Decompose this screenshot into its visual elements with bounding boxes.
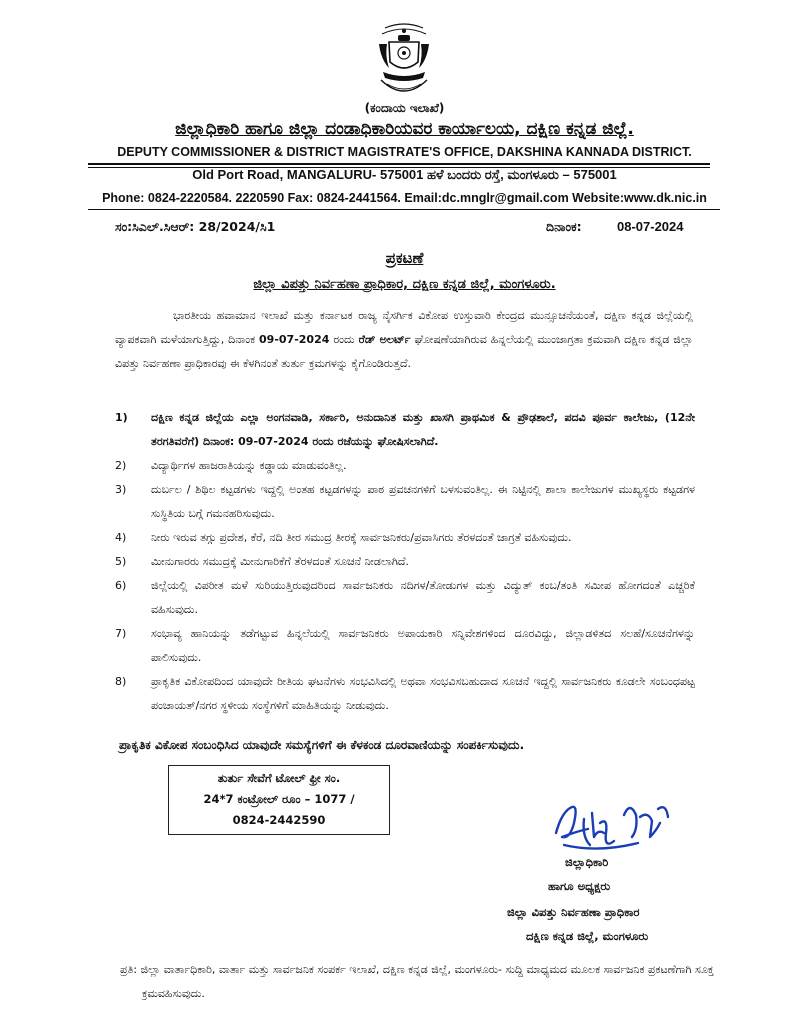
list-item-text: ಜಿಲ್ಲೆಯಲ್ಲಿ ವಿಪರೀತ ಮಳೆ ಸುರಿಯುತ್ತಿರುವುದರಿಂದ ಸಾರ್ವಜನಿಕರು ನದಿಗಳ/ತೋಡುಗಳ ಮತ್ತು ವಿದ್ಯುತ್ ಕಂಬ/ತಂತಿ ಸಮೀಪ ಹೋಗದಂತೆ ಎಚ್ಚರಿಕೆ ವಹಿಸುವುದು.: [151, 579, 695, 616]
list-item: [115, 622, 695, 670]
department-name: (ಕಂದಾಯ ಇಲಾಖೆ): [364, 101, 445, 115]
list-item: [115, 574, 695, 622]
contact-divider: [88, 209, 720, 210]
list-item-text: ವಿದ್ಯಾರ್ಥಿಗಳ ಹಾಜರಾತಿಯನ್ನು ಕಡ್ಡಾಯ ಮಾಡುವಂತಿಲ್ಲ.: [151, 459, 347, 472]
tollfree-line-1: ತುರ್ತು ಸೇವೆಗೆ ಟೋಲ್ ಫ್ರೀ ಸಂ.: [217, 771, 341, 785]
list-item-number: 4): [115, 531, 127, 544]
list-item-text: ದುರ್ಬಲ / ಶಿಥಿಲ ಕಟ್ಟಡಗಳು ಇದ್ದಲ್ಲಿ ಅಂತಹ ಕಟ್ಟಡಗಳನ್ನು ಪಾಠ ಪ್ರವಚನಗಳಿಗೆ ಬಳಸುವಂತಿಲ್ಲ. ಈ ನಿಟ್ಟಿನಲ್ಲಿ ಶಾಲಾ ಕಾಲೇಜುಗಳ ಮುಖ್ಯಸ್ಥರು ಕಟ್ಟಡಗಳ ಸುಸ್ಥಿತಿಯ ಬಗ್ಗೆ ಗಮನಹರಿಸುವುದು.: [151, 483, 695, 520]
list-item-number: 2): [115, 459, 127, 472]
list-item-text: ಸಂಭಾವ್ಯ ಹಾನಿಯನ್ನು ತಡೆಗಟ್ಟುವ ಹಿನ್ನಲೆಯಲ್ಲಿ ಸಾರ್ವಜನಿಕರು ಅಪಾಯಕಾರಿ ಸನ್ನಿವೇಶಗಳಿಂದ ದೂರವಿದ್ದು, ಜಿಲ್ಲಾಡಳಿತದ ಸಲಹೆ/ಸೂಚನೆಗಳನ್ನು ಪಾಲಿಸುವುದು.: [151, 627, 695, 664]
notice-subtitle: ಜಿಲ್ಲಾ ವಿಪತ್ತು ನಿರ್ವಹಣಾ ಪ್ರಾಧಿಕಾರ, ದಕ್ಷಿಣ ಕನ್ನಡ ಜಿಲ್ಲೆ, ಮಂಗಳೂರು.: [253, 277, 556, 292]
signatory-authority: ಜಿಲ್ಲಾ ವಿಪತ್ತು ನಿರ್ವಹಣಾ ಪ್ರಾಧಿಕಾರ: [507, 905, 640, 919]
karnataka-emblem-icon: [373, 22, 435, 102]
date-label: ದಿನಾಂಕ:: [546, 219, 582, 234]
office-name-kannada: ಜಿಲ್ಲಾಧಿಕಾರಿ ಹಾಗೂ ಜಿಲ್ಲಾ ದಂಡಾಧಿಕಾರಿಯವರ ಕಾರ್ಯಾಲಯ, ದಕ್ಷಿಣ ಕನ್ನಡ ಜಿಲ್ಲೆ.: [175, 119, 634, 139]
list-item-text: ದಕ್ಷಿಣ ಕನ್ನಡ ಜಿಲ್ಲೆಯ ಎಲ್ಲಾ ಅಂಗನವಾಡಿ, ಸರ್ಕಾರಿ, ಅನುದಾನಿತ ಮತ್ತು ಖಾಸಗಿ ಪ್ರಾಥಮಿಕ & ಪ್ರೌಢಶಾಲೆ, ಪದವಿ ಪೂರ್ವ ಕಾಲೇಜು, (12ನೇ ತರಗತಿವರೆಗೆ) ದಿನಾಂಕ: 09-07-2024 ರಂದು ರಜೆಯನ್ನು ಘೋಷಿಸಲಾಗಿದೆ.: [151, 411, 695, 448]
office-name-english: DEPUTY COMMISSIONER & DISTRICT MAGISTRATE'S OFFICE, DAKSHINA KANNADA DISTRICT.: [117, 145, 692, 159]
list-item: [115, 406, 695, 454]
signatory-role: ಹಾಗೂ ಅಧ್ಯಕ್ಷರು: [548, 879, 611, 893]
notice-title: ಪ್ರಕಟಣೆ: [385, 249, 424, 267]
intro-text-3: ಘೋಷಣೆಯಾಗಿರುವ ಹಿನ್ನಲೆಯಲ್ಲಿ ಮುಂಜಾಗ್ರತಾ ಕ್ರಮವಾಗಿ ದಕ್ಷಿಣ ಕನ್ನಡ ಜಿಲ್ಲಾ ವಿಪತ್ತು ನಿರ್ವಹಣಾ ಪ್ರಾಧಿಕಾರವು ಈ ಕೆಳಗಿನಂತೆ ತುರ್ತು ಕ್ರಮಗಳನ್ನು ಕೈಗೊಂಡಿರುತ್ತದೆ.: [115, 333, 694, 370]
intro-text-1: ಭಾರತೀಯ ಹವಾಮಾನ ಇಲಾಖೆ ಮತ್ತು ಕರ್ನಾಟಕ ರಾಜ್ಯ ನೈಸರ್ಗಿಕ ವಿಕೋಪ ಉಸ್ತುವಾರಿ ಕೇಂದ್ರದ ಮುನ್ಸೂಚನೆಯಂತೆ, ದಕ್ಷಿಣ ಕನ್ನಡ ಜಿಲ್ಲೆಯಲ್ಲಿ ವ್ಯಾಪಕವಾಗಿ ಮಳೆಯಾಗುತ್ತಿದ್ದು, ದಿನಾಂಕ: [115, 309, 693, 346]
signatory-location: ದಕ್ಷಿಣ ಕನ್ನಡ ಜಿಲ್ಲೆ, ಮಂಗಳೂರು: [526, 929, 649, 943]
tollfree-line-2: 24*7 ಕಂಟ್ರೋಲ್ ರೂಂ – 1077 /: [203, 792, 355, 806]
intro-paragraph: [115, 304, 693, 376]
list-item-text: ನೀರು ಇರುವ ತಗ್ಗು ಪ್ರದೇಶ, ಕೆರೆ, ನದಿ ತೀರ ಸಮುದ್ರ ತೀರಕ್ಕೆ ಸಾರ್ವಜನಿಕರು/ಪ್ರವಾಸಿಗರು ತೆರಳದಂತೆ ಜಾಗ್ರತೆ ವಹಿಸುವುದು.: [151, 531, 572, 544]
list-item-number: 1): [115, 411, 128, 424]
list-item-number: 6): [115, 579, 127, 592]
reference-number: ಸಂ:ಸಿಎಲ್.ಸಿಆರ್: 28/2024/ಸಿ1: [115, 219, 276, 234]
list-item-number: 3): [115, 483, 127, 496]
tollfree-line-3: 0824-2442590: [232, 813, 326, 827]
list-item: [115, 526, 695, 550]
office-contact: Phone: 0824-2220584. 2220590 Fax: 0824-2441564. Email:dc.mnglr@gmail.com Website:www.dk.nic.in: [102, 191, 707, 205]
copy-to-note: ಪ್ರತಿ: ಜಿಲ್ಲಾ ವಾರ್ತಾಧಿಕಾರಿ, ವಾರ್ತಾ ಮತ್ತು ಸಾರ್ವಜನಿಕ ಸಂಪರ್ಕ ಇಲಾಖೆ, ದಕ್ಷಿಣ ಕನ್ನಡ ಜಿಲ್ಲೆ, ಮಂಗಳೂರು- ಸುದ್ದಿ ಮಾಧ್ಯಮದ ಮೂಲಕ ಸಾರ್ವಜನಿಕ ಪ್ರಕಟಣೆಗಾಗಿ ಸೂಕ್ತ ಕ್ರಮವಹಿಸುವುದು.: [120, 963, 714, 1000]
list-item-number: 7): [115, 627, 127, 640]
intro-date: 09-07-2024: [259, 333, 330, 346]
office-address: Old Port Road, MANGALURU- 575001 ಹಳೆ ಬಂದರು ರಸ್ತೆ, ಮಂಗಳೂರು – 575001: [192, 167, 617, 182]
list-item-number: 8): [115, 675, 127, 688]
date-value: 08-07-2024: [617, 219, 684, 234]
list-item: [115, 550, 695, 574]
measures-list: [115, 406, 695, 718]
contact-note: ಪ್ರಾಕೃತಿಕ ವಿಕೋಪ ಸಂಬಂಧಿಸಿದ ಯಾವುದೇ ಸಮಸ್ಯೆಗಳಿಗೆ ಈ ಕೆಳಕಂಡ ದೂರವಾಣಿಯನ್ನು ಸಂಪರ್ಕಿಸುವುದು.: [119, 738, 525, 752]
list-item: [115, 478, 695, 526]
intro-alert: ರೆಡ್ ಅಲರ್ಟ್: [358, 333, 411, 346]
list-item-number: 5): [115, 555, 127, 568]
intro-text-2: ರಂದು: [333, 333, 355, 346]
list-item: [115, 454, 695, 478]
signatory-title: ಜಿಲ್ಲಾಧಿಕಾರಿ: [565, 855, 609, 869]
list-item-text: ಮೀನುಗಾರರು ಸಮುದ್ರಕ್ಕೆ ಮೀನುಗಾರಿಕೆಗೆ ತೆರಳದಂತೆ ಸೂಚನೆ ನೀಡಲಾಗಿದೆ.: [151, 555, 409, 568]
list-item-text: ಪ್ರಾಕೃತಿಕ ವಿಕೋಪದಿಂದ ಯಾವುದೇ ರೀತಿಯ ಘಟನೆಗಳು ಸಂಭವಿಸಿದಲ್ಲಿ ಅಥವಾ ಸಂಭವಿಸಬಹುದಾದ ಸೂಚನೆ ಇದ್ದಲ್ಲಿ ಸಾರ್ವಜನಿಕರು ಕೂಡಲೇ ಸಂಬಂಧಪಟ್ಟ ಪಂಚಾಯತ್/ನಗರ ಸ್ಥಳೀಯ ಸಂಸ್ಥೆಗಳಿಗೆ ಮಾಹಿತಿಯನ್ನು ನೀಡುವುದು.: [151, 675, 695, 712]
tollfree-box: [168, 765, 390, 835]
list-item: [115, 670, 695, 718]
